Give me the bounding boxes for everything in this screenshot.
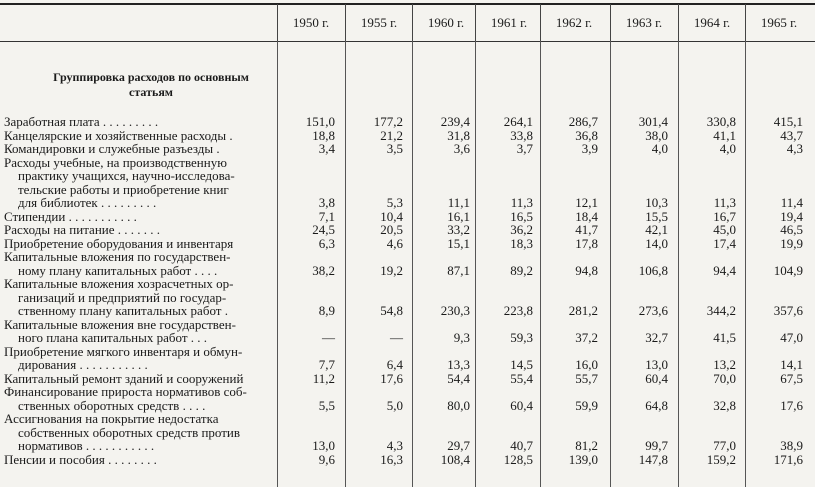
table-cell: 21,2 — [380, 127, 403, 143]
row-label — [4, 129, 276, 143]
row-label-line: нормативов . . . . . . . . . . . — [18, 438, 155, 453]
table-cell: 4,0 — [719, 141, 736, 156]
table-cell: 80,0 — [447, 397, 470, 413]
row-label — [4, 372, 276, 386]
table-cell: 45,0 — [713, 222, 736, 237]
row-label-line: собственных оборотных средств против — [18, 424, 241, 440]
row-label — [4, 277, 276, 318]
table-cell: 3,4 — [318, 141, 335, 156]
row-label-line: Расходы на питание . . . . . . . — [4, 222, 161, 237]
table-cell: 94,8 — [575, 262, 598, 278]
table-cell: 17,4 — [713, 235, 736, 251]
table-cell: 43,7 — [780, 127, 803, 143]
table-cell: — — [322, 330, 335, 345]
table-cell: 14,5 — [510, 357, 533, 372]
row-label-line: Стипендии . . . . . . . . . . . — [4, 208, 137, 224]
row-label-line: ного плана капитальных работ . . . — [18, 330, 208, 345]
table-header-row — [0, 4, 815, 42]
table-cell: 55,7 — [575, 370, 598, 386]
row-label-line: Приобретение оборудования и инвентаря — [4, 235, 234, 251]
table-cell: 11,2 — [312, 370, 335, 386]
table-cell: 36,2 — [510, 222, 533, 237]
table-cell: 5,5 — [318, 397, 335, 413]
column-rule — [678, 41, 679, 487]
table-cell: 4,3 — [386, 438, 403, 453]
row-label-line: Расходы учебные, на производственную — [4, 154, 227, 170]
table-cell: 357,6 — [773, 303, 803, 318]
row-label-line: практику учащихся, научно-исследова- — [18, 168, 235, 183]
column-rule — [412, 41, 413, 487]
table-cell: 47,0 — [780, 330, 803, 345]
row-label-line: ственных оборотных средств . . . . — [18, 397, 206, 413]
table-cell: 10,4 — [380, 208, 403, 224]
table-cell: 139,0 — [568, 451, 598, 467]
header-year: 1961 г. — [475, 4, 542, 41]
header-year: 1950 г. — [277, 4, 344, 41]
table-cell: 6,4 — [386, 357, 403, 372]
row-label — [4, 237, 276, 251]
table-cell: 11,1 — [447, 195, 470, 210]
table-cell: 40,7 — [510, 438, 533, 453]
table-cell: 17,6 — [780, 397, 803, 413]
row-label — [4, 115, 276, 129]
table-cell: 41,7 — [575, 222, 598, 237]
table-cell: 8,9 — [318, 303, 335, 318]
table-cell: 17,6 — [380, 370, 403, 386]
header-year: 1963 г. — [610, 4, 677, 41]
row-label — [4, 142, 276, 156]
table-cell: 14,1 — [780, 357, 803, 372]
table-cell: 87,1 — [447, 262, 470, 278]
row-label-line: тельские работы и приобретение книг — [18, 181, 229, 197]
table-cell: 11,4 — [780, 195, 803, 210]
row-label-line: Капитальные вложения хозрасчетных ор- — [4, 276, 234, 291]
row-label-line: Ассигнования на покрытие недостатка — [4, 411, 219, 426]
table-cell: 3,9 — [581, 141, 598, 156]
row-label-line: Капитальные вложения вне государствен- — [4, 316, 236, 332]
column-rule — [610, 41, 611, 487]
column-rule — [475, 41, 476, 487]
header-year: 1960 г. — [412, 4, 479, 41]
table-cell: 70,0 — [713, 370, 736, 386]
table-cell: 171,6 — [773, 451, 803, 467]
table-cell: 19,9 — [780, 235, 803, 251]
table-cell: 24,5 — [312, 222, 335, 237]
table-cell: 16,0 — [575, 357, 598, 372]
table-cell: 16,3 — [380, 451, 403, 467]
table-cell: 41,1 — [713, 127, 736, 143]
table-cell: 13,2 — [713, 357, 736, 372]
table-cell: 177,2 — [373, 114, 403, 129]
table-cell: 18,8 — [312, 127, 335, 143]
table-cell: 3,7 — [516, 141, 533, 156]
table-cell: 89,2 — [510, 262, 533, 278]
table-cell: 59,9 — [575, 397, 598, 413]
table-cell: 108,4 — [440, 451, 470, 467]
table-cell: 38,0 — [645, 127, 668, 143]
table-cell: 239,4 — [440, 114, 470, 129]
table-cell: 330,8 — [706, 114, 736, 129]
column-rule — [745, 41, 746, 487]
row-label-line: Капитальный ремонт зданий и сооружений — [4, 370, 244, 386]
table-cell: 38,9 — [780, 438, 803, 453]
row-label-line: ному плану капитальных работ . . . . — [18, 262, 218, 278]
table-cell: 77,0 — [713, 438, 736, 453]
table-cell: 81,2 — [575, 438, 598, 453]
table-cell: 159,2 — [706, 451, 736, 467]
row-label — [4, 250, 276, 277]
row-label — [4, 412, 276, 453]
table-cell: 15,5 — [645, 208, 668, 224]
row-label — [4, 156, 276, 210]
row-label-line: ственному плану капитальных работ . — [18, 303, 228, 318]
row-label-line: Капитальные вложения по государствен- — [4, 249, 231, 264]
section-title: Группировка расходов по основным статьям — [53, 70, 249, 99]
table-cell: 20,5 — [380, 222, 403, 237]
column-rule — [345, 41, 346, 487]
table-cell: 18,4 — [575, 208, 598, 224]
table-cell: 55,4 — [510, 370, 533, 386]
table-cell: 344,2 — [706, 303, 736, 318]
table-cell: 3,8 — [318, 195, 335, 210]
table-cell: 99,7 — [645, 438, 668, 453]
table-cell: 41,5 — [713, 330, 736, 345]
table-cell: 54,8 — [380, 303, 403, 318]
table-cell: 12,1 — [575, 195, 598, 210]
table-cell: 16,7 — [713, 208, 736, 224]
table-cell: 223,8 — [503, 303, 533, 318]
header-year: 1962 г. — [540, 4, 607, 41]
table-cell: 415,1 — [773, 114, 803, 129]
row-label — [4, 223, 276, 237]
table-cell: 5,3 — [386, 195, 403, 210]
table-cell: 5,0 — [386, 397, 403, 413]
column-rule — [540, 41, 541, 487]
table-cell: 281,2 — [568, 303, 598, 318]
row-label-line: дирования . . . . . . . . . . . — [18, 357, 148, 372]
row-label-line: Финансирование прироста нормативов соб- — [4, 384, 247, 399]
table-cell: 4,6 — [386, 235, 403, 251]
table-cell: 38,2 — [312, 262, 335, 278]
table-cell: 147,8 — [638, 451, 668, 467]
header-year: 1965 г. — [745, 4, 812, 41]
table-cell: 33,8 — [510, 127, 533, 143]
table-cell: 37,2 — [575, 330, 598, 345]
table-cell: 13,3 — [447, 357, 470, 372]
table-cell: 33,2 — [447, 222, 470, 237]
table-cell: 60,4 — [645, 370, 668, 386]
table-cell: 32,8 — [713, 397, 736, 413]
table-cell: 6,3 — [318, 235, 335, 251]
table-cell: 16,5 — [510, 208, 533, 224]
table-cell: 151,0 — [305, 114, 335, 129]
table-cell: 36,8 — [575, 127, 598, 143]
table-cell: 16,1 — [447, 208, 470, 224]
table-cell: 54,4 — [447, 370, 470, 386]
row-label-line: Пенсии и пособия . . . . . . . . — [4, 451, 157, 467]
table-cell: 17,8 — [575, 235, 598, 251]
table-cell: 15,1 — [447, 235, 470, 251]
table-cell: 13,0 — [645, 357, 668, 372]
header-year: 1955 г. — [345, 4, 412, 41]
table-cell: 19,4 — [780, 208, 803, 224]
table-cell: 9,3 — [453, 330, 470, 345]
row-label-line: для библиотек . . . . . . . . . — [18, 195, 157, 210]
table-cell: 10,3 — [645, 195, 668, 210]
table-cell: — — [390, 330, 403, 345]
table-cell: 3,5 — [386, 141, 403, 156]
table-cell: 11,3 — [510, 195, 533, 210]
table-cell: 29,7 — [447, 438, 470, 453]
table-cell: 14,0 — [645, 235, 668, 251]
row-label — [4, 453, 276, 467]
column-rule — [277, 41, 278, 487]
table-cell: 13,0 — [312, 438, 335, 453]
row-label — [4, 385, 276, 412]
table-cell: 42,1 — [645, 222, 668, 237]
table-cell: 31,8 — [447, 127, 470, 143]
table-cell: 11,3 — [713, 195, 736, 210]
header-year: 1964 г. — [678, 4, 745, 41]
table-cell: 18,3 — [510, 235, 533, 251]
table-cell: 286,7 — [568, 114, 598, 129]
table-cell: 273,6 — [638, 303, 668, 318]
table-cell: 264,1 — [503, 114, 533, 129]
table-cell: 9,6 — [318, 451, 335, 467]
row-label-line: Командировки и служебные разъезды . — [4, 141, 220, 156]
table-cell: 32,7 — [645, 330, 668, 345]
row-label — [4, 318, 276, 345]
row-label-line: Приобретение мягкого инвентаря и обмун- — [4, 343, 243, 359]
table-cell: 4,0 — [651, 141, 668, 156]
table-cell: 3,6 — [453, 141, 470, 156]
table-cell: 7,7 — [318, 357, 335, 372]
row-label-line: ганизаций и предприятий по государ- — [18, 289, 227, 305]
table-cell: 301,4 — [638, 114, 668, 129]
row-label — [4, 345, 276, 372]
table-cell: 4,3 — [786, 141, 803, 156]
table-cell: 94,4 — [713, 262, 736, 278]
table-cell: 64,8 — [645, 397, 668, 413]
table-cell: 19,2 — [380, 262, 403, 278]
row-label-line: Заработная плата . . . . . . . . . — [4, 114, 159, 129]
table-cell: 104,9 — [773, 262, 803, 278]
table-cell: 67,5 — [780, 370, 803, 386]
row-label-line: Канцелярские и хозяйственные расходы . — [4, 127, 233, 143]
row-label — [4, 210, 276, 224]
table-cell: 106,8 — [638, 262, 668, 278]
table-cell: 230,3 — [440, 303, 470, 318]
table-cell: 59,3 — [510, 330, 533, 345]
table-cell: 60,4 — [510, 397, 533, 413]
table-cell: 128,5 — [503, 451, 533, 467]
table-cell: 7,1 — [318, 208, 335, 224]
table-cell: 46,5 — [780, 222, 803, 237]
